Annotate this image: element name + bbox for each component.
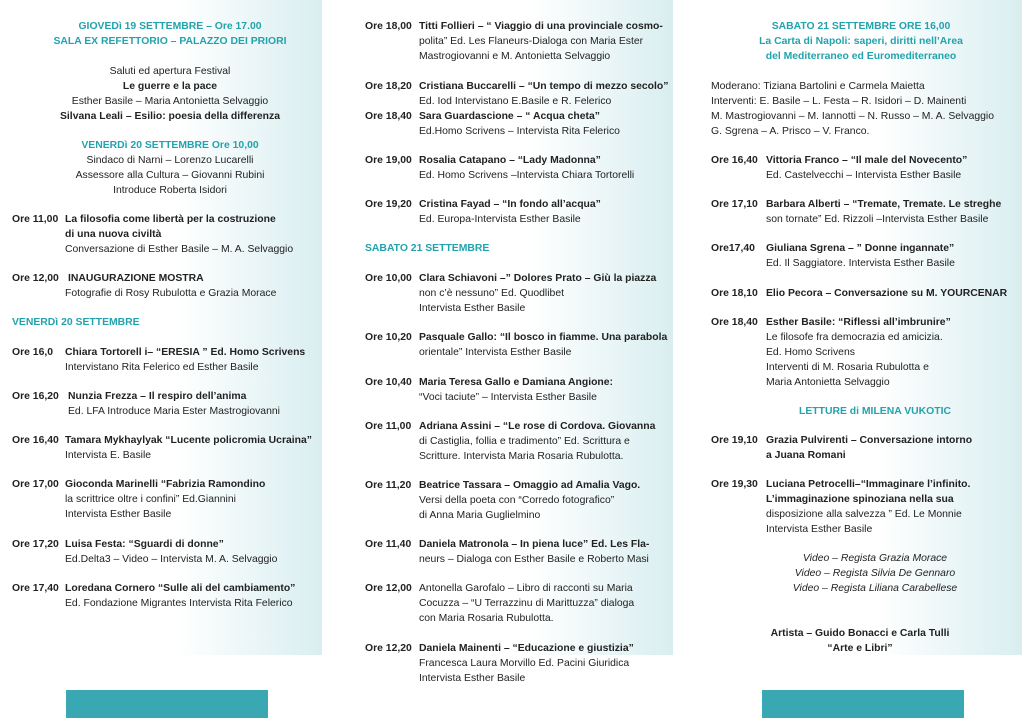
event-line: Maria Antonietta Selvaggio	[766, 377, 890, 388]
event-line: Daniela Matronola – In piena luce” Ed. Les Fla-	[419, 539, 650, 550]
event-line: con Maria Rosaria Rubulotta.	[419, 613, 554, 624]
event-line: Ed. Fondazione Migrantes Intervista Rita Felerico	[65, 598, 293, 609]
event-line: Chiara Tortorell i– “ERESIA ” Ed. Homo Scrivens	[65, 347, 306, 358]
event-line: “Voci taciute” – Intervista Esther Basile	[419, 392, 597, 403]
event-time: Ore 18,10	[711, 288, 758, 299]
event-time: Ore 18,40	[711, 317, 758, 328]
event-time: Ore 17,20	[12, 539, 59, 550]
event-time: Ore 11,20	[365, 480, 412, 491]
event-line: Adriana Assini – “Le rose di Cordova. Giovanna	[419, 421, 656, 432]
event-time: Ore 12,00	[12, 273, 59, 284]
event-line: Ed. Iod Intervistano E.Basile e R. Felerico	[419, 96, 612, 107]
readings-header: LETTURE di MILENA VUKOTIC	[798, 406, 951, 417]
day-header-saturday-afternoon: SABATO 21 SETTEMBRE ORE 16,00	[771, 21, 951, 32]
day-header-saturday: SABATO 21 SETTEMBRE	[365, 243, 490, 254]
session-title: del Mediterraneo ed Euromediterraneo	[765, 51, 957, 62]
event-line: polita” Ed. Les Flaneurs-Dialoga con Maria Ester	[419, 36, 644, 47]
intro-line: Le guerre e la pace	[122, 81, 218, 92]
event-line: Ed. LFA Introduce Maria Ester Mastrogiovanni	[68, 406, 280, 417]
footer-bar-right	[762, 690, 964, 718]
event-line: Beatrice Tassara – Omaggio ad Amalia Vago.	[419, 480, 641, 491]
video-credit: Video – Regista Grazia Morace	[802, 553, 948, 564]
event-line: di Anna Maria Guglielmino	[419, 510, 541, 521]
event-line: Clara Schiavoni –” Dolores Prato – Giù la piazza	[419, 273, 657, 284]
event-line: Intervista Esther Basile	[65, 509, 172, 520]
event-line: Sara Guardascione – “ Acqua cheta”	[419, 111, 600, 122]
event-line: di Castiglia, follia e tradimento” Ed. Scrittura e	[419, 436, 630, 447]
event-line: Nunzia Frezza – Il respiro dell’anima	[68, 391, 247, 402]
artist-credit: “Arte e Libri”	[827, 643, 893, 654]
event-line: Versi della poeta con “Corredo fotografico”	[419, 495, 615, 506]
session-title: La Carta di Napoli: saperi, diritti nell’Area	[759, 36, 963, 47]
event-time: Ore 17,10	[711, 199, 758, 210]
event-line: Interventi di M. Rosaria Rubulotta e	[766, 362, 929, 373]
event-line: Francesca Laura Morvillo Ed. Pacini Giuridica	[419, 658, 630, 669]
event-time: Ore 18,40	[365, 111, 412, 122]
event-line: Barbara Alberti – “Tremate, Tremate. Le streghe	[766, 199, 1002, 210]
artist-credit: Artista – Guido Bonacci e Carla Tulli	[770, 628, 950, 639]
event-time: Ore 10,20	[365, 332, 412, 343]
event-time: Ore 19,30	[711, 479, 758, 490]
event-line: Grazia Pulvirenti – Conversazione intorno	[766, 435, 973, 446]
event-time: Ore 16,40	[711, 155, 758, 166]
event-time: Ore 19,00	[365, 155, 412, 166]
day-header-thursday: GIOVEDì 19 SETTEMBRE – Ore 17.00	[78, 21, 262, 32]
event-line: disposizione alla salvezza ” Ed. Le Monnie	[766, 509, 962, 520]
event-line: Titti Follieri – “ Viaggio di una provinciale cosmo-	[419, 21, 663, 32]
event-time: Ore17,40	[711, 243, 755, 254]
event-time: Ore 16,40	[12, 435, 59, 446]
event-line: L’immaginazione spinoziana nella sua	[766, 494, 954, 505]
authority-line: Sindaco di Narni – Lorenzo Lucarelli	[86, 155, 254, 166]
event-line: Scritture. Intervista Maria Rosaria Rubulotta.	[419, 451, 624, 462]
event-line: Ed. Castelvecchi – Intervista Esther Basile	[766, 170, 962, 181]
event-line: Ed. Homo Scrivens –Intervista Chiara Tortorelli	[419, 170, 635, 181]
event-line: orientale” Intervista Esther Basile	[419, 347, 572, 358]
event-line: Cocuzza – “U Terrazzinu di Marittuzza” dialoga	[419, 598, 635, 609]
event-line: Giuliana Sgrena – ” Donne ingannate”	[766, 243, 955, 254]
event-line: Intervista Esther Basile	[419, 303, 526, 314]
intro-line: Silvana Leali – Esilio: poesia della differenza	[59, 111, 280, 122]
event-line: Mastrogiovanni e M. Antonietta Selvaggio	[419, 51, 611, 62]
intro-line: Saluti ed apertura Festival	[109, 66, 231, 77]
moderator-line: Interventi: E. Basile – L. Festa – R. Isidori – D. Mainenti	[711, 96, 967, 107]
authority-line: Assessore alla Cultura – Giovanni Rubini	[75, 170, 265, 181]
day-header-friday-afternoon: VENERDì 20 SETTEMBRE	[12, 317, 140, 328]
video-credit: Video – Regista Liliana Carabellese	[792, 583, 958, 594]
event-line: Pasquale Gallo: “Il bosco in fiamme. Una parabola	[419, 332, 668, 343]
event-line: La filosofia come libertà per la costruzione	[65, 214, 276, 225]
event-line: Antonella Garofalo – Libro di racconti su Maria	[419, 583, 633, 594]
event-line: Ed. Europa-Intervista Esther Basile	[419, 214, 581, 225]
event-line: Loredana Cornero “Sulle ali del cambiamento”	[65, 583, 296, 594]
event-line: Esther Basile: “Riflessi all’imbrunire”	[766, 317, 951, 328]
moderator-line: Moderano: Tiziana Bartolini e Carmela Maietta	[711, 81, 925, 92]
event-time: Ore 18,00	[365, 21, 412, 32]
event-line: Intervista E. Basile	[65, 450, 152, 461]
event-time: Ore 11,00	[365, 421, 412, 432]
event-line: Gioconda Marinelli “Fabrizia Ramondino	[65, 479, 266, 490]
event-line: a Juana Romani	[766, 450, 846, 461]
event-line: Ed.Delta3 – Video – Intervista M. A. Selvaggio	[65, 554, 278, 565]
event-time: Ore 10,00	[365, 273, 412, 284]
event-line: di una nuova civiltà	[65, 229, 162, 240]
event-time: Ore 17,40	[12, 583, 59, 594]
event-line: Ed. Homo Scrivens	[766, 347, 855, 358]
event-line: non c’è nessuno” Ed. Quodlibet	[419, 288, 564, 299]
event-line: Luciana Petrocelli–“Immaginare l’infinito.	[766, 479, 971, 490]
event-line: Le filosofe fra democrazia ed amicizia.	[766, 332, 943, 343]
video-credit: Video – Regista Silvia De Gennaro	[794, 568, 956, 579]
event-line: Intervista Esther Basile	[419, 673, 526, 684]
event-time: Ore 10,40	[365, 377, 412, 388]
event-time: Ore 12,20	[365, 643, 412, 654]
venue-header: SALA EX REFETTORIO – PALAZZO DEI PRIORI	[53, 36, 287, 47]
event-time: Ore 12,00	[365, 583, 412, 594]
event-line: Maria Teresa Gallo e Damiana Angione:	[419, 377, 614, 388]
event-time: Ore 18,20	[365, 81, 412, 92]
event-line: INAUGURAZIONE MOSTRA	[68, 273, 204, 284]
event-line: neurs – Dialoga con Esther Basile e Roberto Masi	[419, 554, 649, 565]
event-line: la scrittrice oltre i confini” Ed.Giannini	[65, 494, 236, 505]
event-line: Elio Pecora – Conversazione su M. YOURCENAR	[766, 288, 1008, 299]
event-line: Rosalia Catapano – “Lady Madonna”	[419, 155, 601, 166]
footer-bar-left	[66, 690, 268, 718]
event-line: Ed.Homo Scrivens – Intervista Rita Felerico	[419, 126, 620, 137]
authority-line: Introduce Roberta Isidori	[113, 185, 227, 196]
event-time: Ore 19,10	[711, 435, 758, 446]
intro-line: Esther Basile – Maria Antonietta Selvaggio	[71, 96, 269, 107]
event-line: Fotografie di Rosy Rubulotta e Grazia Morace	[65, 288, 277, 299]
event-line: Cristina Fayad – “In fondo all’acqua”	[419, 199, 601, 210]
event-time: Ore 19,20	[365, 199, 412, 210]
event-time: Ore 16,0	[12, 347, 54, 358]
event-line: Cristiana Buccarelli – “Un tempo di mezzo secolo”	[419, 81, 669, 92]
event-line: son tornate” Ed. Rizzoli –Intervista Esther Basile	[766, 214, 989, 225]
event-line: Luisa Festa: “Sguardi di donne”	[65, 539, 224, 550]
moderator-line: M. Mastrogiovanni – M. Iannotti – N. Russo – M. A. Selvaggio	[711, 111, 994, 122]
event-time: Ore 16,20	[12, 391, 59, 402]
day-header-friday-morning: VENERDì 20 SETTEMBRE Ore 10,00	[81, 140, 259, 151]
event-line: Conversazione di Esther Basile – M. A. Selvaggio	[65, 244, 294, 255]
event-line: Ed. Il Saggiatore. Intervista Esther Basile	[766, 258, 955, 269]
event-line: Intervistano Rita Felerico ed Esther Basile	[65, 362, 259, 373]
event-line: Vittoria Franco – “Il male del Novecento”	[766, 155, 968, 166]
event-line: Daniela Mainenti – “Educazione e giustizia”	[419, 643, 634, 654]
event-time: Ore 17,00	[12, 479, 59, 490]
event-time: Ore 11,00	[12, 214, 59, 225]
moderator-line: G. Sgrena – A. Prisco – V. Franco.	[711, 126, 870, 137]
event-time: Ore 11,40	[365, 539, 412, 550]
event-line: Tamara Mykhaylyak “Lucente policromia Ucraina”	[65, 435, 312, 446]
event-line: Intervista Esther Basile	[766, 524, 873, 535]
